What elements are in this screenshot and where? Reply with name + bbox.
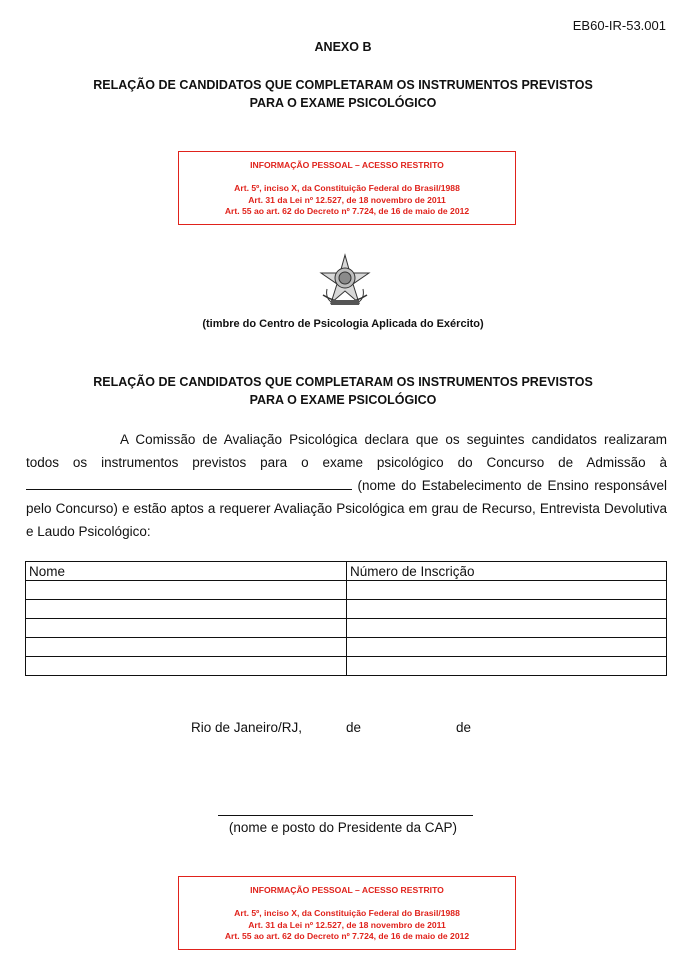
restricted-heading: INFORMAÇÃO PESSOAL – ACESSO RESTRITO [250,160,444,170]
cell-inscricao[interactable] [347,581,667,600]
cell-nome[interactable] [26,657,347,676]
restricted-line-3: Art. 55 ao art. 62 do Decreto nº 7.724, de 16 de maio de 2012 [224,206,470,216]
cell-nome[interactable] [26,600,347,619]
restricted-line-1: Art. 5º, inciso X, da Constituição Federal do Brasil/1988 [234,908,460,918]
page-title-line2: PARA O EXAME PSICOLÓGICO [249,96,437,110]
table-row [26,657,667,676]
candidates-table [25,561,667,676]
institution-blank-field[interactable] [26,475,352,490]
header-nome: Nome [26,562,347,581]
table-row [26,600,667,619]
date-de-1: de [346,720,362,735]
letterhead-caption: (timbre do Centro de Psicologia Aplicada do Exército) [202,318,484,330]
restricted-heading: INFORMAÇÃO PESSOAL – ACESSO RESTRITO [250,885,444,895]
table-row [26,638,667,657]
signature-line[interactable] [218,815,473,816]
cell-inscricao[interactable] [347,600,667,619]
annex-title: ANEXO B [314,40,372,54]
body-title-line1: RELAÇÃO DE CANDIDATOS QUE COMPLETARAM OS INSTRUMENTOS PREVISTOS [93,375,593,389]
header-numero-inscricao: Número de Inscrição [347,562,667,581]
table-row [26,619,667,638]
cell-nome[interactable] [26,638,347,657]
cell-inscricao[interactable] [347,619,667,638]
date-de-2: de [456,720,472,735]
place-text: Rio de Janeiro/RJ, [191,720,303,735]
cell-nome[interactable] [26,581,347,600]
signature-label: (nome e posto do Presidente da CAP) [228,820,458,835]
page-title [0,76,686,112]
cell-inscricao[interactable] [347,638,667,657]
table-header-row [26,562,667,581]
body-title [0,373,686,409]
declaration-paragraph [26,428,667,543]
page-title-line1: RELAÇÃO DE CANDIDATOS QUE COMPLETARAM OS INSTRUMENTOS PREVISTOS [93,78,593,92]
restricted-line-2: Art. 31 da Lei nº 12.527, de 18 novembro de 2011 [248,194,446,205]
restricted-line-2: Art. 31 da Lei nº 12.527, de 18 novembro de 2011 [248,919,446,930]
paragraph-part1: A Comissão de Avaliação Psicológica declara que os seguintes candidatos realizaram todos os instrumentos previstos para o exame psicológico do Concurso de Admissão à [26,432,667,470]
table-row [26,581,667,600]
brazil-coat-of-arms-icon [317,253,373,309]
document-code: EB60-IR-53.001 [572,18,666,33]
restricted-line-3: Art. 55 ao art. 62 do Decreto nº 7.724, de 16 de maio de 2012 [224,931,470,941]
cell-inscricao[interactable] [347,657,667,676]
restricted-access-box-top [178,151,516,225]
cell-nome[interactable] [26,619,347,638]
paragraph-part2: (nome do Estabelecimento de Ensino responsável pelo Concurso) e estão aptos a requerer Avaliação Psicológica em grau de Recurso, Entrevista Devolutiva e Laudo Psicológico: [26,478,667,539]
restricted-access-box-bottom [178,876,516,950]
body-title-line2: PARA O EXAME PSICOLÓGICO [249,393,437,407]
restricted-line-1: Art. 5º, inciso X, da Constituição Federal do Brasil/1988 [234,183,460,193]
